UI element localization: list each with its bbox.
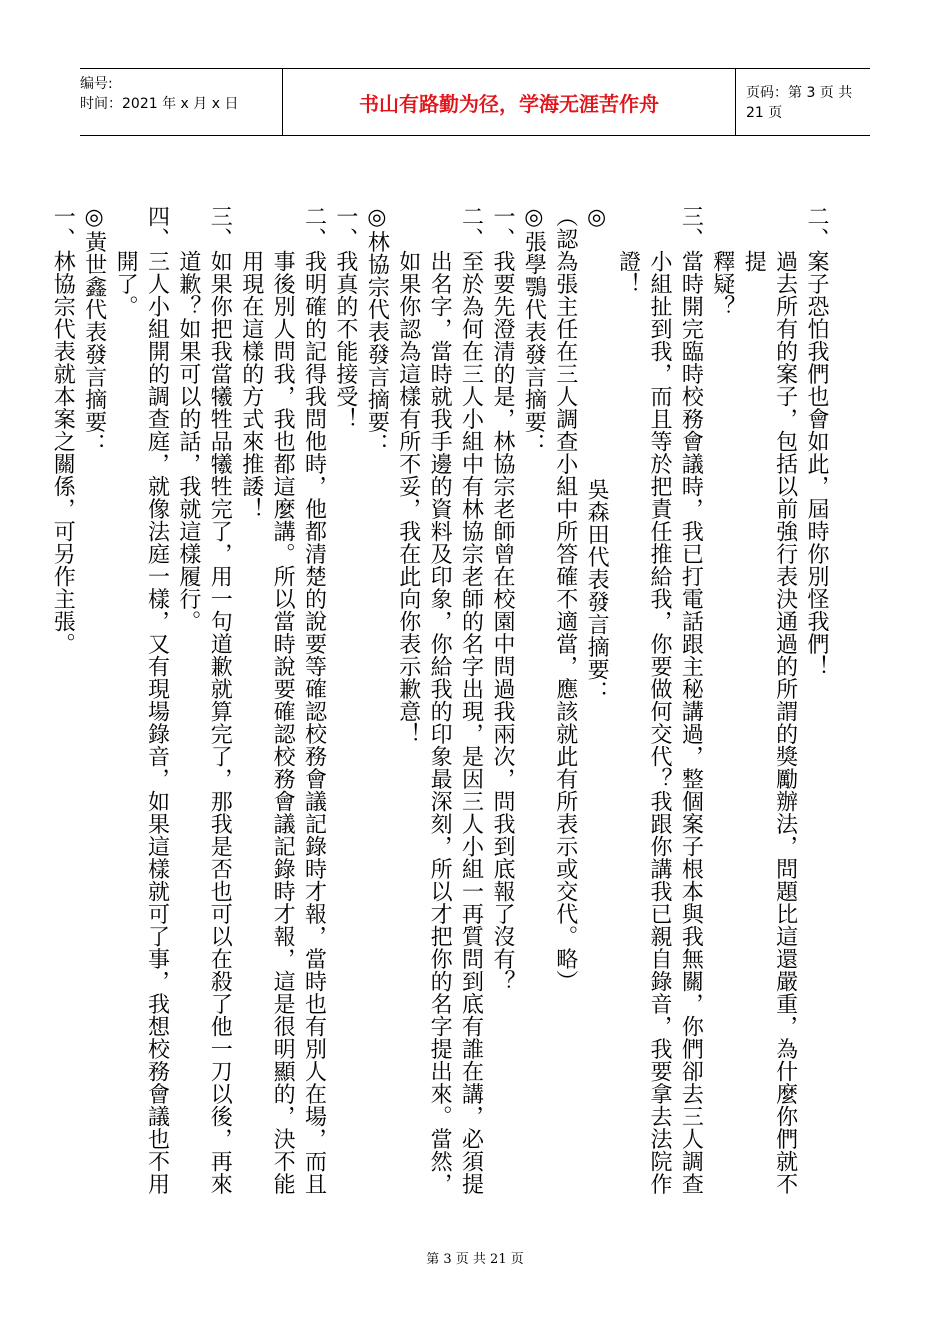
text-line: 如果你認為這樣有所不妥，我在此向你表示歉意！ — [395, 205, 421, 745]
text-line: 一、我要先澄清的是，林協宗老師曾在校園中問過我兩次，問我到底報了沒有？ — [489, 205, 515, 993]
date-label: 时间：2021 年 x 月 x 日 — [80, 96, 239, 112]
text-line: 證！ — [615, 205, 641, 295]
text-line: 二、案子恐怕我們也會如此，屆時你別怪我們！ — [804, 205, 829, 678]
speaker-heading: ◎ 吳森田代表發言摘要： — [584, 205, 610, 703]
text-line: 出名字，當時就我手邊的資料及印象，你給我的印象最深刻，所以才把你的名字提出來。當然， — [427, 205, 453, 1195]
text-line: 過去所有的案子，包括以前強行表決通過的所謂的獎勵辦法，問題比這還嚴重，為什麼你們就不 — [772, 205, 798, 1195]
page-header — [80, 68, 870, 136]
speaker-heading: ◎林協宗代表發言摘要： — [364, 205, 390, 456]
text-line: （認為張主任在三人調查小組中所答確不適當，應該就此有所表示或交代。略） — [552, 205, 578, 993]
text-line: 用現在這樣的方式來推諉！ — [238, 205, 264, 520]
header-page-number: 页码：第 3 页 共 21 页 — [746, 85, 853, 121]
text-line: 二、我明確的記得我問他時，他都清楚的說要等確認校務會議記錄時才報，當時也有別人在場，而且 — [301, 205, 327, 1195]
text-line: 釋疑？ — [709, 205, 735, 318]
text-line: 四、三人小組開的調查庭，就像法庭一樣，又有現場錄音，如果這樣就可了事，我想校務會議也不用 — [144, 205, 170, 1195]
serial-number-label: 编号: — [80, 76, 113, 92]
text-line: 一、林協宗代表就本案之關係，可另作主張。 — [50, 205, 76, 655]
text-line: 三、當時開完臨時校務會議時，我已打電話跟主秘講過，整個案子根本與我無關，你們卻去三人調查 — [678, 205, 704, 1195]
page-footer: 第 3 页 共 21 页 — [426, 1252, 524, 1267]
text-line: 道歉？如果可以的話，我就這樣履行。 — [175, 205, 201, 633]
speaker-heading: ◎張學鶚代表發言摘要： — [521, 205, 547, 456]
text-line: 小組扯到我，而且等於把責任推給我，你要做何交代？我跟你講我已親自錄音，我要拿去法院作 — [646, 205, 672, 1195]
text-line: 二、至於為何在三人小組中有林協宗老師的名字出現，是因三人小組一再質問到底有誰在講，必須提 — [458, 205, 484, 1195]
text-line: 事後別人問我，我也都這麼講。所以當時說要確認校務會議記錄時才報，這是很明顯的，決不能 — [270, 205, 296, 1195]
vertical-document-body — [50, 205, 832, 1265]
speaker-heading: ◎黃世鑫代表發言摘要： — [81, 205, 107, 456]
text-line: 一、我真的不能接受！ — [332, 205, 358, 430]
header-motto: 书山有路勤为径，学海无涯苦作舟 — [283, 69, 736, 135]
header-meta — [80, 69, 283, 135]
text-line: 提 — [741, 205, 767, 273]
text-line: 開了。 — [113, 205, 139, 318]
text-line: 三、如果你把我當犧牲品犧牲完了，用一句道歉就算完了，那我是否也可以在殺了他一刀以後，再來 — [207, 205, 233, 1195]
